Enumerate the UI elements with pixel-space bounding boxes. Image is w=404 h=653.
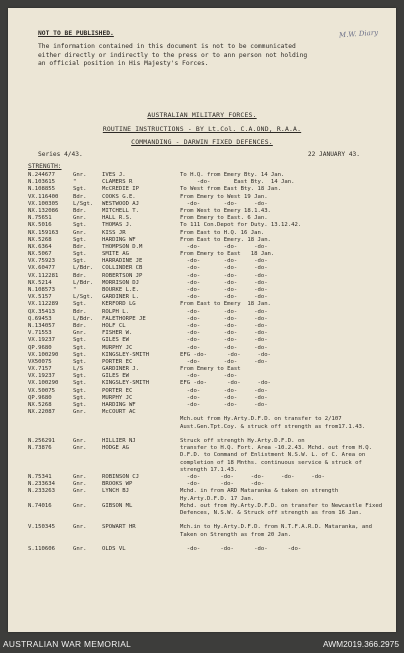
list-item bbox=[28, 186, 388, 193]
list-item bbox=[28, 445, 388, 474]
document-date: 22 JANUARY 43. bbox=[307, 151, 360, 158]
list-item bbox=[28, 230, 388, 237]
list-item bbox=[28, 244, 388, 251]
member-name: LYNCH BJ bbox=[102, 488, 129, 495]
service-number: NX.6364 bbox=[28, 243, 52, 250]
member-name: MITCHELL T. bbox=[102, 207, 140, 214]
list-item bbox=[28, 366, 388, 373]
service-number: VX.5157 bbox=[28, 294, 52, 301]
member-name: MURPHY JC bbox=[102, 344, 133, 351]
list-item bbox=[28, 395, 388, 402]
member-name: CLAMERS R bbox=[102, 179, 133, 186]
notice-body: The information contained in this document is not to be communicated either directly or indirectly to the press or to ann person not holding an official position in His Majesty's Forces. bbox=[38, 43, 308, 68]
list-item bbox=[28, 265, 388, 272]
list-item bbox=[28, 316, 388, 323]
service-number: VX.50075 bbox=[28, 387, 55, 394]
remark: Mch.out from Hy.Arty.D.F.D. on transfer to 2/107 Aust.Gen.Tpt.Coy. & struck off strength as from17.1.43. bbox=[180, 416, 366, 430]
remark: -do- -do- -do- bbox=[180, 272, 268, 279]
rank: Gnr. bbox=[73, 545, 87, 552]
list-item bbox=[28, 524, 388, 546]
remark: -do- -do- -do- bbox=[180, 200, 268, 207]
remark: To West from East Bty. 18 Jan. bbox=[180, 186, 282, 193]
member-name: MORRISON DJ bbox=[102, 279, 140, 286]
list-item bbox=[28, 345, 388, 352]
member-name: ROLPH L. bbox=[102, 308, 129, 315]
list-item bbox=[28, 215, 388, 222]
rank: Sgt. bbox=[73, 236, 87, 243]
service-number: N.233263 bbox=[28, 488, 55, 495]
rank: Sgt. bbox=[73, 301, 87, 308]
member-name: GARDINER L. bbox=[102, 294, 140, 301]
list-item bbox=[28, 409, 388, 416]
list-item bbox=[28, 546, 388, 553]
service-number: S.110606 bbox=[28, 545, 55, 552]
rank: Gnr. bbox=[73, 473, 87, 480]
rank: Sgt. bbox=[73, 351, 87, 358]
service-number: QP.9680 bbox=[28, 394, 52, 401]
list-item bbox=[28, 359, 388, 366]
service-number: N.108573 bbox=[28, 287, 55, 293]
rank: Gnr. bbox=[73, 172, 87, 178]
rank: Gnr. bbox=[73, 215, 87, 222]
series-number: Series 4/43. bbox=[38, 151, 83, 158]
document-page bbox=[8, 8, 396, 632]
list-item bbox=[28, 373, 388, 380]
remark: From Emery to East. 6 Jan. bbox=[180, 215, 268, 222]
strength-list bbox=[28, 172, 388, 553]
service-number: VX.112289 bbox=[28, 301, 59, 308]
member-name: KISS JR bbox=[102, 229, 126, 236]
service-number: VX.19237 bbox=[28, 337, 55, 344]
rank: " bbox=[73, 287, 77, 293]
remark: From Emery to West 19 Jan. bbox=[180, 193, 268, 200]
list-item bbox=[28, 388, 388, 395]
member-name: HALL R.S. bbox=[102, 215, 133, 222]
remark: -do- -do- -do- bbox=[180, 358, 268, 365]
rank: Sgt. bbox=[73, 344, 87, 351]
member-name: BROOKS WP bbox=[102, 481, 133, 488]
rank: L/Sgt. bbox=[73, 294, 94, 301]
rank: L/Bdr. bbox=[73, 315, 94, 322]
list-item bbox=[28, 251, 388, 258]
remark: -do- -do- -do- bbox=[180, 387, 268, 394]
remark: -do- -do- -do- bbox=[180, 308, 268, 315]
list-item bbox=[28, 294, 388, 301]
rank: Bdr. bbox=[73, 243, 87, 250]
rank: Gnr. bbox=[73, 330, 87, 337]
member-name: GILES EW bbox=[102, 337, 129, 344]
remark: -do- -do- bbox=[180, 373, 238, 380]
member-name: COOKS G.E. bbox=[102, 193, 136, 200]
list-item bbox=[28, 337, 388, 344]
member-name: THOMAS J. bbox=[102, 222, 133, 229]
list-item bbox=[28, 301, 388, 308]
confidentiality-notice bbox=[38, 30, 318, 69]
rank: Sgt. bbox=[73, 337, 87, 344]
member-name: HARDING WF bbox=[102, 236, 136, 243]
footer-source: AUSTRALIAN WAR MEMORIAL bbox=[3, 639, 132, 649]
rank: Sgt. bbox=[73, 373, 87, 380]
list-item bbox=[28, 380, 388, 387]
service-number: VX.100290 bbox=[28, 351, 59, 358]
service-number: VX.100305 bbox=[28, 200, 59, 207]
remark: -do- -do- -do- bbox=[180, 265, 268, 272]
list-item bbox=[28, 194, 388, 201]
rank: Bdr. bbox=[73, 308, 87, 315]
service-number: NX.5268 bbox=[28, 402, 52, 408]
member-name: GARDINER J. bbox=[102, 366, 140, 373]
member-name: KINGSLEY-SMITH bbox=[102, 380, 150, 387]
service-number: N.75651 bbox=[28, 215, 52, 222]
service-number: N.233634 bbox=[28, 481, 55, 488]
rank: Gnr. bbox=[73, 481, 87, 488]
remark: -do- -do- -do- bbox=[180, 322, 268, 329]
member-name: PORTER EC bbox=[102, 358, 133, 365]
remark: Mchd. out from Hy.Arty.D.F.D. on transfer to Newcastle Fixed Defences, N.S.W. & Struck off strength as from 16 Jan. bbox=[180, 502, 386, 516]
list-item bbox=[28, 416, 388, 438]
service-number: NX.159163 bbox=[28, 229, 59, 236]
remark: -do- -do- -do- bbox=[180, 258, 268, 265]
service-number: VX.116400 bbox=[28, 193, 59, 200]
member-name: THOMPSON D.M bbox=[102, 243, 143, 250]
rank: Gnr. bbox=[73, 524, 87, 531]
member-name: FISHER W. bbox=[102, 330, 133, 337]
remark: -do- -do- -do- bbox=[180, 279, 268, 286]
service-number: N.108855 bbox=[28, 186, 55, 193]
rank: Sgt. bbox=[73, 387, 87, 394]
rank: Bdr. bbox=[73, 272, 87, 279]
member-name: McCREDIE IP bbox=[102, 186, 140, 193]
member-name: KERFORD LG bbox=[102, 301, 136, 308]
footer-bar bbox=[0, 636, 404, 653]
rank: Bdr. bbox=[73, 193, 87, 200]
remark: transfer to H.Q. Fort. Area -10.2.43. Mchd. out from H.Q. D.F.D. to Command of Enlistment N.S.W. L. of C. Area on completion of 18 Mnths. continuous service & struck of strength 17.1.43. bbox=[180, 445, 376, 473]
rank: Sgt. bbox=[73, 251, 87, 258]
remark: -do- -do- -do- bbox=[180, 402, 268, 408]
member-name: ROBINSON CJ bbox=[102, 473, 140, 480]
remark: Mch.in to Hy.Arty.D.F.D. from N.T.F.A.R.D. Mataranka, and Taken on Strength as from 20 Jan. bbox=[180, 524, 376, 538]
service-number: N.256291 bbox=[28, 437, 55, 444]
list-item bbox=[28, 488, 388, 502]
service-number: VX.7157 bbox=[28, 366, 52, 373]
member-name: WESTWOOD AJ bbox=[102, 200, 140, 207]
list-item bbox=[28, 352, 388, 359]
remark: -do- -do- -do- bbox=[180, 344, 268, 351]
rank: Sgt. bbox=[73, 380, 87, 387]
service-number: NX.132086 bbox=[28, 207, 59, 214]
member-name: SPOWART HR bbox=[102, 524, 136, 531]
list-item bbox=[28, 237, 388, 244]
strength-label: STRENGTH: bbox=[28, 163, 62, 170]
service-number: N.244677 bbox=[28, 172, 55, 178]
handwritten-note: M.W. Diary bbox=[338, 28, 379, 40]
service-number: N.75341 bbox=[28, 473, 52, 480]
rank: Gnr. bbox=[73, 437, 87, 444]
member-name: KINGSLEY-SMITH bbox=[102, 351, 150, 358]
list-item bbox=[28, 481, 388, 488]
rank: Gnr. bbox=[73, 229, 87, 236]
rank: Sgt. bbox=[73, 222, 87, 229]
remark: To 111 Con.Depot for Duty. 13.12.42. bbox=[180, 222, 302, 229]
list-item bbox=[28, 330, 388, 337]
footer-id: AWM2019.366.2975 bbox=[322, 639, 399, 649]
rank: L/Sgt. bbox=[73, 200, 94, 207]
service-number: VX.75923 bbox=[28, 258, 55, 265]
remark: -do- -do- -do- -do- bbox=[180, 545, 302, 552]
member-name: HARRADINE JE bbox=[102, 258, 143, 265]
remark: Mchd. in from ARD Mataranka & taken on strength Hy.Arty.D.F.D. 17 Jan. bbox=[180, 488, 342, 502]
service-number: VX.112281 bbox=[28, 272, 59, 279]
list-item bbox=[28, 402, 388, 409]
rank: Bdr. bbox=[73, 322, 87, 329]
member-name: HARDING WF bbox=[102, 402, 136, 408]
service-number: NX.5268 bbox=[28, 236, 52, 243]
member-name: OLDS VL bbox=[102, 545, 126, 552]
remark: From East to Emery 18 Jan. bbox=[180, 301, 271, 308]
list-item bbox=[28, 258, 388, 265]
service-number: NX.5214 bbox=[28, 279, 52, 286]
remark: From West to Emery 18.1.43. bbox=[180, 207, 271, 214]
member-name: MURPHY JC bbox=[102, 394, 133, 401]
list-item bbox=[28, 201, 388, 208]
unit-heading: AUSTRALIAN MILITARY FORCES. bbox=[147, 111, 257, 119]
rank: Sgt. bbox=[73, 402, 87, 408]
remark: -do- -do- -do- bbox=[180, 294, 268, 301]
member-name: HODGE AG bbox=[102, 445, 129, 452]
rank: Gnr. bbox=[73, 488, 87, 495]
rank: Sgt. bbox=[73, 258, 87, 265]
rank: Sgt. bbox=[73, 358, 87, 365]
remark: EFG -do- -do- -do- bbox=[180, 380, 271, 387]
rank: Gnr. bbox=[73, 409, 87, 416]
rank: Sgt. bbox=[73, 394, 87, 401]
list-item bbox=[28, 287, 388, 294]
rank: " bbox=[73, 179, 77, 186]
member-name: HILLIER NJ bbox=[102, 437, 136, 444]
remark: -do- -do- -do- bbox=[180, 330, 268, 337]
remark: To H.Q. from Emery Bty. 14 Jan. bbox=[180, 172, 285, 178]
member-name: McCOURT AC bbox=[102, 409, 136, 416]
service-number: Q.69453 bbox=[28, 315, 52, 322]
rank: L/Bdr. bbox=[73, 265, 94, 272]
list-item bbox=[28, 273, 388, 280]
remark: -do- -do- -do- bbox=[180, 315, 268, 322]
service-number: VX.60477 bbox=[28, 265, 55, 272]
member-name: FALETHORPE JE bbox=[102, 315, 146, 322]
member-name: IVES J. bbox=[102, 172, 126, 178]
service-number: NX.5067 bbox=[28, 251, 52, 258]
notice-title: NOT TO BE PUBLISHED. bbox=[38, 30, 114, 37]
remark: -do- -do- -do- -do- -do- bbox=[180, 473, 325, 480]
list-item bbox=[28, 323, 388, 330]
rank: L/Bdr. bbox=[73, 279, 94, 286]
service-number: N.74016 bbox=[28, 502, 52, 509]
service-number: N.134057 bbox=[28, 322, 55, 329]
service-number: VX.19237 bbox=[28, 373, 55, 380]
remark: -do- -do- -do- bbox=[180, 337, 268, 344]
remark: From East to Emery. 18 Jan. bbox=[180, 236, 271, 243]
list-item bbox=[28, 280, 388, 287]
service-number: V.71553 bbox=[28, 330, 52, 337]
member-name: GIBSON ML bbox=[102, 502, 133, 509]
rank: Sgt. bbox=[73, 186, 87, 193]
member-name: COLLINDER CB bbox=[102, 265, 143, 272]
list-item bbox=[28, 438, 388, 445]
remark: -do- -do- -do- bbox=[180, 481, 265, 488]
member-name: ROBERTSON JP bbox=[102, 272, 143, 279]
list-item bbox=[28, 179, 388, 186]
rank: Gnr. bbox=[73, 445, 87, 452]
service-number: N.103615 bbox=[28, 179, 55, 186]
remark: -do- -do- -do- bbox=[180, 394, 268, 401]
list-item bbox=[28, 172, 388, 179]
remark: -do- -do- -do- bbox=[180, 243, 268, 250]
list-item bbox=[28, 208, 388, 215]
service-number: VX50075 bbox=[28, 358, 52, 365]
instructions-heading: ROUTINE INSTRUCTIONS - BY Lt.Col. C.A.OND, R.A.A. bbox=[102, 125, 302, 133]
service-number: N.73876 bbox=[28, 445, 52, 452]
remark: EFG -do- -do- -do- bbox=[180, 351, 271, 358]
remark: From Emery to East bbox=[180, 366, 241, 373]
service-number: VX.100290 bbox=[28, 380, 59, 387]
service-number: QX.35413 bbox=[28, 308, 55, 315]
service-number: V.150345 bbox=[28, 524, 55, 531]
list-item bbox=[28, 222, 388, 229]
remark: -do- -do- -do- bbox=[180, 287, 268, 293]
remark: -do- East Bty. 14 Jan. bbox=[180, 179, 295, 186]
service-number: NX.5016 bbox=[28, 222, 52, 229]
service-number: QP.9680 bbox=[28, 344, 52, 351]
rank: Gnr. bbox=[73, 502, 87, 509]
rank: L/S bbox=[73, 366, 84, 373]
member-name: GILES EW bbox=[102, 373, 129, 380]
remark: Struck off strength Hy.Arty.D.F.D. on bbox=[180, 437, 305, 444]
member-name: HOLF CL bbox=[102, 322, 126, 329]
service-number: NX.22087 bbox=[28, 409, 55, 416]
list-item bbox=[28, 309, 388, 316]
list-item bbox=[28, 503, 388, 525]
remark: From East to H.Q. 16 Jan. bbox=[180, 229, 265, 236]
list-item bbox=[28, 474, 388, 481]
command-heading: COMMANDING - DARWIN FIXED DEFENCES. bbox=[131, 138, 273, 146]
member-name: BOURKE L.E. bbox=[102, 287, 140, 293]
member-name: SMITE AG bbox=[102, 251, 129, 258]
member-name: PORTER EC bbox=[102, 387, 133, 394]
rank: Bdr. bbox=[73, 207, 87, 214]
remark: From Emery to East 18 Jan. bbox=[180, 251, 275, 258]
